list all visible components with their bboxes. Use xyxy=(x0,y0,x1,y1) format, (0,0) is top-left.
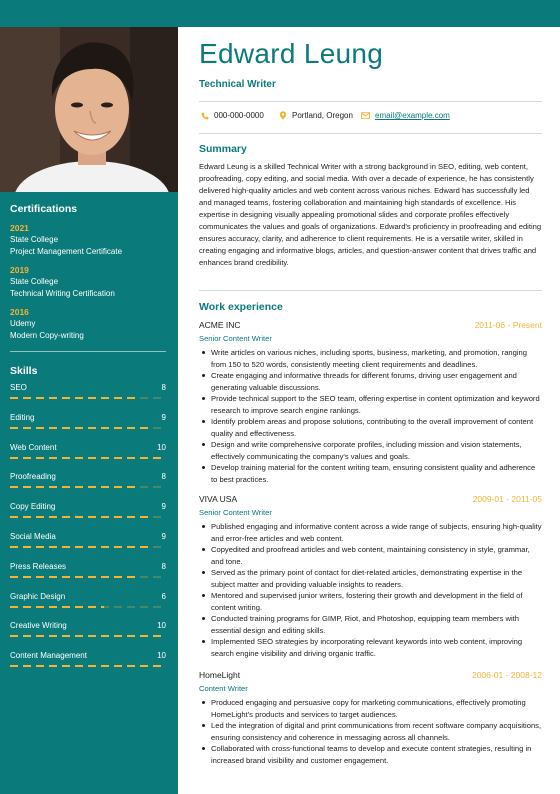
certification-item xyxy=(10,223,166,258)
skill-name: Editing xyxy=(10,412,35,422)
skill-name: Social Media xyxy=(10,531,56,541)
skill-score: 9 xyxy=(161,531,166,541)
skill-name: Graphic Design xyxy=(10,591,66,601)
skill-rating-fill xyxy=(10,665,166,667)
job-bullet: Published engaging and informative content across a wide range of subjects, ensuring high-quality and error-free articles and web content. xyxy=(199,521,542,544)
skill-item xyxy=(10,413,166,443)
job-role: Senior Content Writer xyxy=(199,508,272,517)
certification-issuer: State College xyxy=(10,235,59,244)
skill-rating-bar xyxy=(10,576,166,578)
job-bullet: Conducted training programs for GIMP, Riot, and Photoshop, equipping team members with essential design and editing skills. xyxy=(199,613,542,636)
job-header xyxy=(199,670,542,682)
contact-phone xyxy=(201,111,264,120)
skill-rating-fill xyxy=(10,516,150,518)
skill-score: 10 xyxy=(157,442,166,452)
contact-row xyxy=(199,111,542,123)
job-role: Senior Content Writer xyxy=(199,334,272,343)
job-dates: 2011-06 - Present xyxy=(474,320,542,330)
job-header xyxy=(199,494,542,506)
skill-rating-bar xyxy=(10,397,166,399)
skill-rating-fill xyxy=(10,427,150,429)
job-dates: 2009-01 - 2011-05 xyxy=(472,494,542,504)
skill-name: SEO xyxy=(10,383,27,392)
skill-rating-fill xyxy=(10,606,104,608)
job-bullet: Served as the primary point of contact for diet-related articles, demonstrating expertise in the subject matter and providing valuable insights to readers. xyxy=(199,567,542,590)
portrait-image xyxy=(0,27,178,192)
skill-item xyxy=(10,443,166,473)
certification-item xyxy=(10,265,166,300)
skill-rating-bar xyxy=(10,457,166,459)
candidate-title: Technical Writer xyxy=(199,79,276,90)
skill-item xyxy=(10,383,166,413)
skill-score: 8 xyxy=(161,383,166,392)
skill-name: Content Management xyxy=(10,651,87,661)
job-bullet: Led the integration of digital and print communications from recent software company acquisitions, ensuring consistency and coherence in messaging across all channels. xyxy=(199,720,542,743)
skill-name: Copy Editing xyxy=(10,502,56,512)
skill-rating-bar xyxy=(10,635,166,637)
skill-item xyxy=(10,651,166,681)
job-entry xyxy=(199,320,542,485)
skill-name: Creative Writing xyxy=(10,621,67,631)
job-bullets xyxy=(199,521,542,659)
sidebar-divider xyxy=(10,351,166,352)
skill-rating-bar xyxy=(10,665,166,667)
skills-heading: Skills xyxy=(10,365,38,377)
skill-item xyxy=(10,532,166,562)
skill-rating-bar xyxy=(10,516,166,518)
job-company: HomeLight xyxy=(199,670,241,680)
skill-rating-fill xyxy=(10,635,166,637)
skill-score: 10 xyxy=(157,651,166,661)
skill-item xyxy=(10,621,166,651)
location-pin-icon xyxy=(279,111,287,120)
contact-email[interactable] xyxy=(361,111,450,120)
header-divider xyxy=(199,101,542,102)
profile-photo xyxy=(0,27,178,192)
job-bullet: Create engaging and informative threads for different forums, driving user engagement and generating valuable discussions. xyxy=(199,370,542,393)
skill-rating-fill xyxy=(10,576,135,578)
skill-score: 8 xyxy=(161,561,166,571)
certification-title: Project Management Certificate xyxy=(10,247,123,256)
certification-year: 2019 xyxy=(10,265,29,275)
skill-item xyxy=(10,592,166,622)
certification-year: 2016 xyxy=(10,307,29,317)
job-bullet: Mentored and supervised junior writers, fostering their growth and development in the field of content writing. xyxy=(199,590,542,613)
skill-score: 10 xyxy=(157,621,166,631)
job-dates: 2006-01 - 2008-12 xyxy=(472,670,542,680)
job-bullet: Identify problem areas and propose solutions, contributing to the overall improvement of content quality and effectiveness. xyxy=(199,416,542,439)
skill-score: 8 xyxy=(161,472,166,482)
job-company: VIVA USA xyxy=(199,494,238,504)
skill-rating-bar xyxy=(10,606,166,608)
certifications-heading: Certifications xyxy=(10,203,78,215)
certification-issuer: State College xyxy=(10,277,59,286)
certification-title: Modern Copy-writing xyxy=(10,331,84,340)
job-bullet: Implemented SEO strategies by incorporating relevant keywords into web content, improving search engine visibility and driving organic traffic. xyxy=(199,636,542,659)
certification-title: Technical Writing Certification xyxy=(10,289,115,298)
skill-score: 6 xyxy=(161,591,166,601)
contact-location xyxy=(279,111,353,120)
summary-divider xyxy=(199,290,542,291)
phone-icon xyxy=(201,112,209,120)
phone-text: 000-000-0000 xyxy=(214,111,264,120)
job-bullet: Copyedited and proofread articles and web content, maintaining consistency in style, grammar, and tone. xyxy=(199,544,542,567)
skills-list xyxy=(10,383,166,681)
header-band xyxy=(0,0,560,27)
job-bullet: Design and write comprehensive corporate profiles, including mission and vision statements, effectively communicating the company's values and goals. xyxy=(199,439,542,462)
envelope-icon xyxy=(361,112,370,119)
skill-rating-bar xyxy=(10,486,166,488)
skill-rating-fill xyxy=(10,486,135,488)
certification-year: 2021 xyxy=(10,223,29,233)
job-bullet: Produced engaging and persuasive copy for marketing communications, effectively promoting HomeLight's products and services to target audiences. xyxy=(199,697,542,720)
skill-rating-fill xyxy=(10,397,135,399)
candidate-name: Edward Leung xyxy=(199,38,384,69)
job-entry xyxy=(199,670,542,766)
job-header xyxy=(199,320,542,332)
skill-score: 9 xyxy=(161,502,166,512)
skill-item xyxy=(10,562,166,592)
contact-divider xyxy=(199,133,542,134)
certification-item xyxy=(10,307,166,342)
job-bullet: Develop training material for the content writing team, ensuring consistent quality and adherence to best practices. xyxy=(199,462,542,485)
email-link[interactable]: email@example.com xyxy=(375,111,450,120)
skill-name: Web Content xyxy=(10,442,57,452)
skill-rating-bar xyxy=(10,427,166,429)
skill-name: Press Releases xyxy=(10,561,67,571)
location-text: Portland, Oregon xyxy=(292,111,353,120)
sidebar-content xyxy=(10,203,166,681)
skill-score: 9 xyxy=(161,412,166,422)
job-company: ACME INC xyxy=(199,320,241,330)
job-bullet: Collaborated with cross-functional teams to develop and execute content strategies, resulting in increased brand visibility and customer engagement. xyxy=(199,743,542,766)
job-bullet: Write articles on various niches, including sports, business, marketing, and promotion, ranging from 150 to 520 words, consistently meeting client requirements and deadlines. xyxy=(199,347,542,370)
summary-heading: Summary xyxy=(199,143,247,155)
skill-rating-fill xyxy=(10,457,166,459)
job-bullets xyxy=(199,697,542,766)
job-role: Content Writer xyxy=(199,684,248,693)
job-bullet: Provide technical support to the SEO team, offering expertise in content optimization and keyword research to improve search engine rankings. xyxy=(199,393,542,416)
skill-name: Proofreading xyxy=(10,472,56,482)
skill-item xyxy=(10,472,166,502)
job-entry xyxy=(199,494,542,659)
summary-text: Edward Leung is a skilled Technical Writer with a strong background in SEO, editing, web content, proofreading, copy editing, and social media. With over a decade of experience, he has consistently delivered high-quality articles and web content across various niches. Edward has successfully led and managed teams, fostering collaboration and maintaining high standards of excellence. His expertise in designing visually appealing promotional slides and corporate profiles effectively communicates the values and goals of organizations. Edward's proficiency in proofreading and editing ensures accuracy, clarity, and adherence to client requirements. He is a versatile writer, skilled in creating engaging and informative blogs, articles, and question-answer content that drives traffic and enhances brand credibility. xyxy=(199,162,542,267)
skill-rating-fill xyxy=(10,546,150,548)
work-experience-heading: Work experience xyxy=(199,301,283,313)
skill-rating-bar xyxy=(10,546,166,548)
skill-item xyxy=(10,502,166,532)
job-bullets xyxy=(199,347,542,485)
certification-issuer: Udemy xyxy=(10,319,36,328)
